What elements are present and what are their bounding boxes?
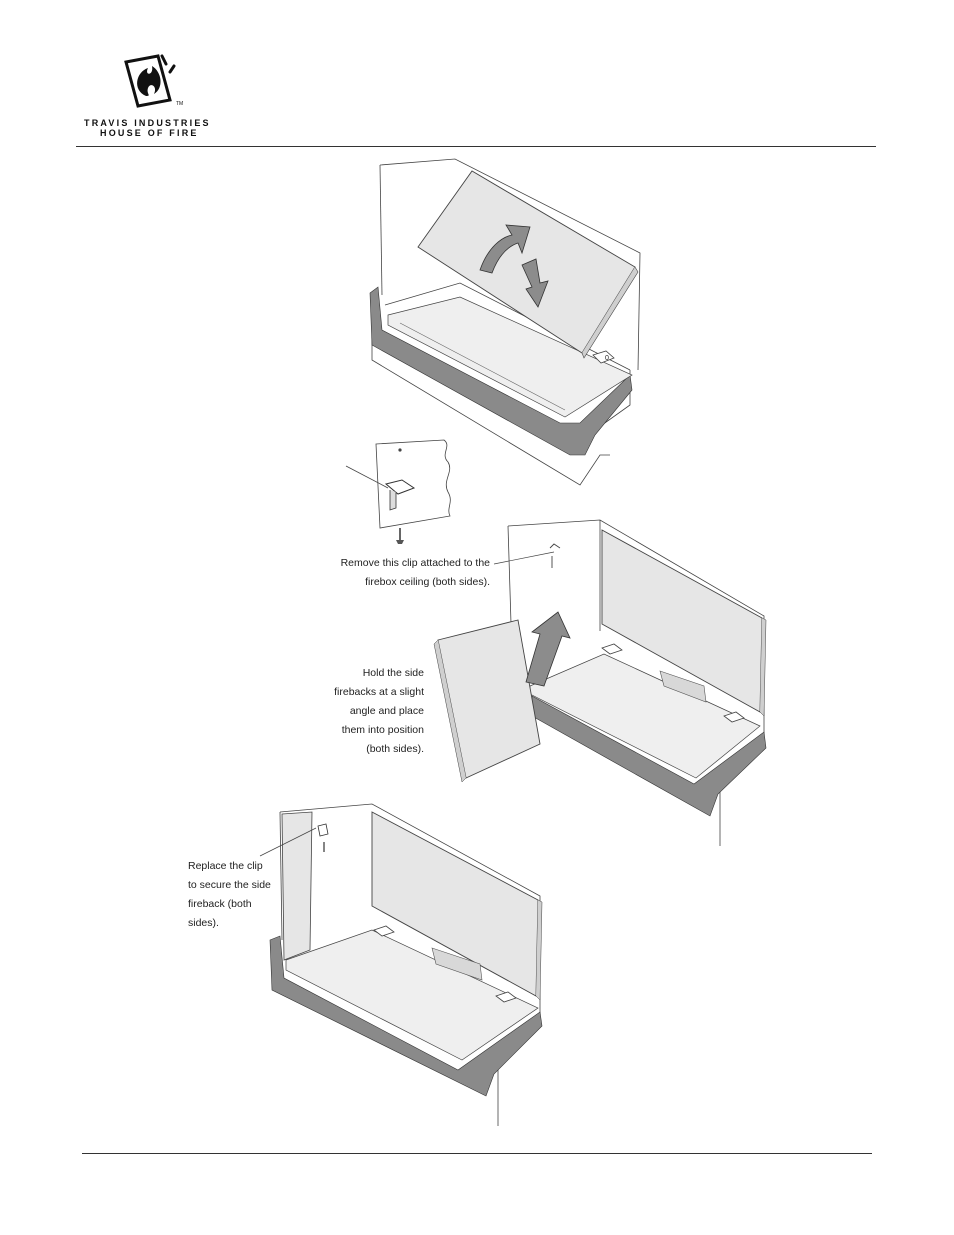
- trademark-mark: TM: [176, 101, 184, 107]
- footer-rule: [82, 1153, 872, 1154]
- header-rule: [76, 146, 876, 147]
- flame-logo-icon: [126, 56, 174, 106]
- travis-flame-logo: [118, 50, 190, 112]
- side-fireback-panel: [282, 812, 312, 960]
- clip-icon: [318, 824, 328, 852]
- caption-hold-side: Hold the side firebacks at a slight angle and place them into position (both sides).: [334, 667, 424, 755]
- svg-text:0: 0: [605, 355, 609, 362]
- caption-remove-clip: Remove this clip attached to the firebox ceiling (both sides).: [340, 557, 490, 588]
- side-fireback-panel: [438, 620, 540, 778]
- figure-replace-clip: [262, 800, 552, 1130]
- brand-tagline: HOUSE OF FIRE: [100, 128, 199, 138]
- screw-icon: [396, 528, 404, 544]
- brand-name: TRAVIS INDUSTRIES: [84, 118, 211, 128]
- caption-replace-clip: Replace the clip to secure the side fireback (both sides).: [188, 860, 271, 929]
